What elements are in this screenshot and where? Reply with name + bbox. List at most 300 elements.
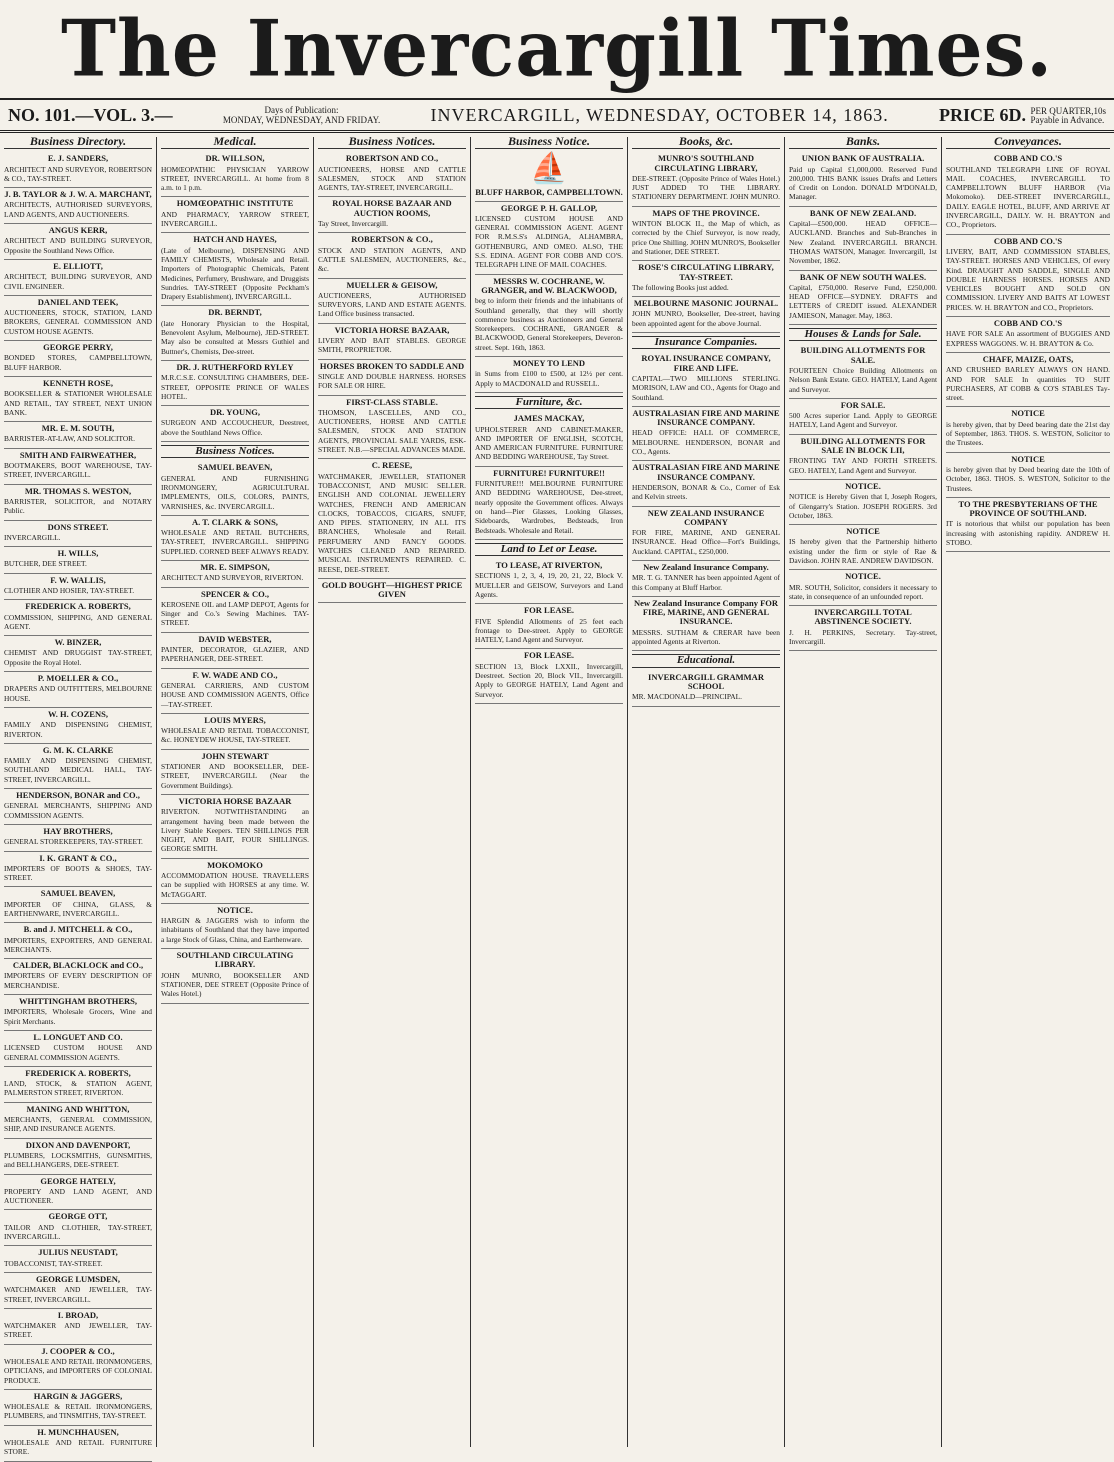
advertisement-title: SOUTHLAND CIRCULATING LIBRARY.	[176, 950, 294, 970]
advertisement-body: MR. MACDONALD—PRINCIPAL.	[632, 692, 742, 702]
advertisement-title: BANK OF NEW ZEALAND.	[809, 207, 917, 218]
advertisement-body: ARCHITECT AND BUILDING SURVEYOR, Opposite the Southland News Office.	[4, 236, 152, 255]
advertisement-title: J. COOPER & CO.,	[41, 1345, 115, 1356]
price-note-quarter: PER QUARTER,10s	[1030, 106, 1106, 117]
advertisement-body: FRONTING TAY AND FORTH STREETS. GEO. HATELY, Land Agent and Surveyor.	[789, 456, 937, 475]
advertisement-title: L. LONGUET AND CO.	[33, 1031, 123, 1042]
advertisement-title: AUSTRALASIAN FIRE AND MARINE INSURANCE COMPANY.	[632, 407, 780, 428]
section-heading: Educational.	[632, 654, 780, 667]
advertisement	[946, 235, 1110, 317]
advertisement	[4, 224, 152, 260]
advertisement	[632, 507, 780, 561]
advertisement-title: FOR SALE.	[840, 399, 886, 410]
advertisement	[161, 361, 309, 406]
column-conveyances	[942, 134, 1114, 1447]
advertisement-title: ROYAL INSURANCE COMPANY, FIRE AND LIFE.	[641, 353, 771, 373]
advertisement	[4, 636, 152, 672]
place-date: INVERCARGILL, WEDNESDAY, OCTOBER 14, 1863.	[430, 104, 889, 125]
advertisement	[946, 498, 1110, 552]
advertisement	[475, 559, 623, 604]
advertisement-title: NEW ZEALAND INSURANCE COMPANY	[647, 507, 765, 527]
advertisement	[475, 604, 623, 649]
advertisement-body: beg to inform their friends and the inhabitants of Southland generally, that they will shortly commence business as Auctioneers and General Storekeepers. COCHRANE, GRANGER & BLACKWOOD, General Storekeepers, Deveron-street. Sept. 16th, 1863.	[475, 296, 623, 352]
advertisement	[318, 197, 466, 233]
advertisement	[475, 275, 623, 357]
advertisement	[946, 152, 1110, 234]
advertisement	[946, 353, 1110, 407]
advertisement-body: MR. SOUTH, Solicitor, considers it necessary to state, in consequence of an unfounded report.	[789, 582, 937, 601]
advertisement-body: DEE-STREET. (Opposite Prince of Wales Hotel.) JUST ADDED TO THE LIBRARY. STATIONERY DEPARTMENT. JOHN MUNRO.	[632, 173, 780, 202]
advertisement-title: DR. WILLSON,	[205, 153, 265, 164]
advertisement-title: MUNRO'S SOUTHLAND CIRCULATING LIBRARY,	[654, 153, 758, 173]
section-heading: Insurance Companies.	[632, 336, 780, 349]
advertisement-body: WATCHMAKER, JEWELLER, STATIONER TOBACCONIST, AND MUSIC SELLER. ENGLISH AND COLONIAL JEWELLERY WATCHES, FRENCH AND AMERICAN CLOCKS, TOBACCOS, CIGARS, SNUFF, AND PIPES. STATIONERY, IN ALL ITS BRANCHES, Wholesale and Retail. PERFUMERY AND FANCY GOODS. WATCHES CLEANED AND REPAIRED. MUSICAL INSTRUMENTS REPAIRED. C. REESE, DEE-STREET.	[318, 471, 466, 574]
advertisement	[4, 995, 152, 1031]
advertisement	[475, 649, 623, 703]
advertisement-body: BUTCHER, DEE STREET.	[4, 559, 87, 569]
advertisement	[161, 904, 309, 949]
advertisement-title: TO LEASE, AT RIVERTON,	[495, 560, 603, 571]
advertisement-body: LIVERY AND BAIT STABLES. GEORGE SMITH, PROPRIETOR.	[318, 336, 466, 355]
advertisement	[161, 949, 309, 1003]
advertisement-title: BUILDING ALLOTMENTS FOR SALE.	[800, 345, 926, 365]
advertisement	[161, 669, 309, 714]
advertisement-body: AUCTIONEERS, AUTHORISED SURVEYORS, LAND AND ESTATE AGENTS. Land Office business transacted.	[318, 290, 466, 319]
column-heading: Medical.	[161, 137, 309, 149]
advertisement-body: COMMISSION, SHIPPING, AND GENERAL AGENT.	[4, 612, 152, 631]
advertisement-title: B. and J. MITCHELL & CO.,	[23, 924, 133, 935]
advertisement	[4, 1345, 152, 1390]
advertisement-body: GENERAL CARRIERS, AND CUSTOM HOUSE AND COMMISSION AGENTS, Office—TAY-STREET.	[161, 680, 309, 709]
advertisement-body: is hereby given, that by Deed bearing date the 21st day of September, 1863. THOS. S. WESTON, Solicitor to the Trustees.	[946, 419, 1110, 448]
columns	[0, 133, 1114, 1457]
advertisement-body: KEROSENE OIL and LAMP DEPOT, Agents for Singer and Co.'s Sewing Machines. TAY-STREET.	[161, 599, 309, 628]
advertisement	[946, 317, 1110, 353]
advertisement-body: GENERAL AND FURNISHING IRONMONGERY, AGRICULTURAL IMPLEMENTS, OILS, COLORS, PAINTS, VARNISHES, &c. INVERCARGILL.	[161, 473, 309, 511]
advertisement-title: NOTICE	[846, 526, 880, 537]
advertisement-body: IMPORTER OF CHINA, GLASS, & EARTHENWARE, INVERCARGILL.	[4, 899, 152, 918]
advertisement-title: DAVID WEBSTER,	[198, 633, 272, 644]
advertisement-title: SAMUEL BEAVEN,	[197, 462, 273, 473]
advertisement	[161, 859, 309, 904]
ship-illustration-icon: ⛵	[530, 152, 568, 186]
advertisement-body: WHOLESALE AND RETAIL TOBACCONIST, &c. HONEYDEW HOUSE, TAY-STREET.	[161, 726, 309, 745]
column-heading: Books, &c.	[632, 137, 780, 149]
advertisement-body: WINTON BLOCK II., the Map of which, as corrected by the Chief Surveyor, is now ready, price One Shilling. JOHN MUNRO'S, Bookseller and Stationer, DEE STREET.	[632, 219, 780, 256]
advertisement-title: A. T. CLARK & SONS,	[192, 516, 278, 527]
advertisement-body: BARRISTER-AT-LAW, AND SOLICITOR.	[4, 434, 135, 444]
advertisement	[4, 825, 152, 852]
advertisement	[161, 233, 309, 306]
column-medical	[157, 134, 314, 1447]
advertisement	[789, 606, 937, 651]
advertisement-title: BANK OF NEW SOUTH WALES.	[799, 271, 927, 282]
advertisement	[4, 422, 152, 449]
advertisement-body: DRAPERS AND OUTFITTERS, MELBOURNE HOUSE.	[4, 684, 152, 703]
advertisement	[318, 152, 466, 197]
advertisement	[789, 344, 937, 398]
advertisement-body: Tay Street, Invercargill.	[318, 219, 388, 229]
advertisement	[4, 1390, 152, 1426]
advertisement-title: DIXON AND DAVENPORT,	[25, 1139, 131, 1150]
advertisement-title: ROBERTSON & CO.,	[351, 234, 433, 245]
dateline	[0, 100, 1114, 133]
advertisement-title: New Zealand Insurance Company.	[643, 561, 769, 572]
advertisement-body: ARCHITECT, BUILDING SURVEYOR, AND CIVIL ENGINEER.	[4, 272, 152, 291]
advertisement	[4, 1103, 152, 1139]
advertisement-title: GOLD BOUGHT—HIGHEST PRICE GIVEN	[321, 579, 463, 600]
advertisement	[789, 207, 937, 271]
section-heading: Business Notices.	[161, 445, 309, 458]
advertisement-body: LICENSED CUSTOM HOUSE AND GENERAL COMMISSION AGENTS.	[4, 1043, 152, 1062]
advertisement	[161, 516, 309, 561]
column-heading: Banks.	[789, 137, 937, 149]
advertisement-title: ROYAL HORSE BAZAAR AND AUCTION ROOMS,	[332, 198, 452, 218]
advertisement-title: W. BINZER,	[54, 637, 102, 648]
price-note	[1031, 107, 1106, 125]
advertisement-title: MOKOMOKO	[207, 859, 263, 870]
advertisement	[4, 296, 152, 341]
advertisement-body: GENERAL STOREKEEPERS, TAY-STREET.	[4, 837, 143, 847]
advertisement-title: DR. YOUNG,	[210, 407, 260, 418]
advertisement-body: FURNITURE!!! MELBOURNE FURNITURE AND BEDDING WAREHOUSE, Dee-street, nearly opposite the Government offices. Always on hand—Pier Glasses, Looking Glasses, Sideboards, Wardrobes, Bedsteads, Iron Bedsteads. Wholesale and Retail.	[475, 479, 623, 535]
advertisement-title: COBB AND CO.'S	[993, 318, 1063, 329]
advertisement-body: WHOLESALE & RETAIL IRONMONGERS, PLUMBERS, and TINSMITHS, TAY-STREET.	[4, 1402, 152, 1421]
advertisement-body: BOOTMAKERS, BOOT WAREHOUSE, TAY-STREET, INVERCARGILL.	[4, 461, 152, 480]
advertisement	[475, 357, 623, 393]
advertisement-body: CHEMIST AND DRUGGIST TAY-STREET, Opposite the Royal Hotel.	[4, 648, 152, 667]
advertisement-title: AUSTRALASIAN FIRE AND MARINE INSURANCE COMPANY.	[632, 462, 780, 482]
advertisement-body: FIVE Splendid Allotments of 25 feet each frontage to Dee-street. Apply to GEORGE HATELY, Land Agent and Surveyor.	[475, 616, 623, 645]
advertisement-body: LAND, STOCK, & STATION AGENT, PALMERSTON STREET, RIVERTON.	[4, 1079, 152, 1098]
advertisement	[475, 202, 623, 275]
column-business-notice	[471, 134, 628, 1447]
advertisement-body: MERCHANTS, GENERAL COMMISSION, SHIP, AND INSURANCE AGENTS.	[4, 1115, 152, 1134]
advertisement	[789, 152, 937, 206]
advertisement	[4, 600, 152, 636]
advertisement-title: JULIUS NEUSTADT,	[38, 1247, 118, 1258]
advertisement	[4, 188, 152, 224]
advertisement	[946, 453, 1110, 498]
advertisement	[475, 186, 623, 201]
advertisement	[318, 324, 466, 360]
advertisement	[4, 574, 152, 601]
advertisement-title: TO THE PRESBYTERIANS OF THE PROVINCE OF SOUTHLAND.	[958, 498, 1098, 519]
advertisement	[789, 570, 937, 606]
advertisement-body: 500 Acres superior Land. Apply to GEORGE HATELY, Land Agent and Surveyor.	[789, 411, 937, 430]
section-heading: Furniture, &c.	[475, 396, 623, 409]
advertisement-body: HEAD OFFICE: HALL OF COMMERCE, MELBOURNE. HENDERSON, BONAR and CO., Agents.	[632, 428, 780, 457]
advertisement-title: SMITH AND FAIRWEATHER,	[19, 449, 137, 460]
advertisement	[161, 714, 309, 750]
publication-days-value: MONDAY, WEDNESDAY, AND FRIDAY.	[222, 115, 381, 125]
advertisement-body: BARRISTER, SOLICITOR, and NOTARY Public.	[4, 496, 152, 516]
advertisement-title: CHAFF, MAIZE, OATS,	[982, 353, 1074, 364]
advertisement-title: GEORGE PERRY,	[43, 342, 113, 353]
advertisement	[632, 561, 780, 597]
advertisement-title: G. M. K. CLARKE	[42, 744, 114, 755]
advertisement-title: MR. E. SIMPSON,	[200, 561, 270, 572]
advertisement-body: JOHN MUNRO, Bookseller, Dee-street, having been appointed agent for the above Journal.	[632, 309, 780, 328]
advertisement-body: NOTICE is Hereby Given that I, Joseph Rogers, of Glengarry's Station. JOSEPH ROGERS. 3rd October, 1863.	[789, 492, 937, 520]
advertisement-title: WHITTINGHAM BROTHERS,	[18, 996, 138, 1007]
advertisement	[4, 744, 152, 789]
advertisement	[161, 406, 309, 442]
advertisement-title: E. J. SANDERS,	[47, 153, 109, 164]
advertisement	[4, 1031, 152, 1067]
advertisement-body: in Sums from £100 to £500, at 12½ per cent. Apply to MACDONALD and RUSSELL.	[475, 369, 623, 388]
advertisement	[161, 152, 309, 197]
advertisement-body: SOUTHLAND TELEGRAPH LINE OF ROYAL MAIL COACHES, INVERCARGILL TO CAMPBELLTOWN BLUFF HARBOR (Via Mokomoko). DEE-STREET INVERCARGILL, DAILY. EAGLE HOTEL, BLUFF, AND ARRIVE AT INVERCARGILL, DAILY. W. H. BRAYTON and CO., Proprietors.	[946, 164, 1110, 230]
advertisement	[318, 233, 466, 278]
advertisement	[318, 360, 466, 396]
advertisement-title: ROBERTSON AND CO.,	[345, 153, 439, 164]
advertisement-title: NOTICE	[1011, 453, 1045, 464]
advertisement	[4, 959, 152, 995]
advertisement-title: LOUIS MYERS,	[204, 714, 266, 725]
advertisement-body: AUCTIONEERS, STOCK, STATION, LAND BROKERS, GENERAL COMMISSION AND CUSTOM HOUSE AGENTS.	[4, 308, 152, 336]
advertisement-title: SPENCER & CO.,	[200, 588, 269, 599]
advertisement-title: HENDERSON, BONAR and CO.,	[16, 790, 140, 801]
advertisement	[632, 152, 780, 206]
advertisement	[4, 152, 152, 188]
advertisement-body: HENDERSON, BONAR & Co., Corner of Esk and Kelvin streets.	[632, 482, 780, 502]
advertisement-body: WHOLESALE AND RETAIL FURNITURE STORE.	[4, 1438, 152, 1457]
advertisement-title: VICTORIA HORSE BAZAAR	[178, 795, 292, 806]
advertisement	[946, 407, 1110, 452]
advertisement-title: GEORGE LUMSDEN,	[35, 1273, 121, 1284]
advertisement-title: GEORGE OTT,	[48, 1211, 108, 1222]
advertisement-title: C. REESE,	[371, 460, 413, 471]
advertisement	[789, 399, 937, 435]
advertisement-body: ARCHITECT AND SURVEYOR, ROBERTSON & CO., TAY-STREET.	[4, 164, 152, 183]
advertisement-body: IMPORTERS, Wholesale Grocers, Wine and Spirit Merchants.	[4, 1007, 152, 1026]
advertisement-title: ROSE'S CIRCULATING LIBRARY, TAY-STREET.	[638, 262, 774, 282]
advertisement-title: JAMES MACKAY,	[513, 413, 585, 424]
column-heading: Conveyances.	[946, 137, 1110, 149]
advertisement-title: ANGUS KERR,	[48, 225, 108, 236]
advertisement	[4, 923, 152, 959]
issue-number: NO. 101.—VOL. 3.—	[8, 104, 173, 125]
advertisement-body: IMPORTERS, EXPORTERS, AND GENERAL MERCHANTS.	[4, 935, 152, 954]
advertisement-body: JOHN MUNRO, BOOKSELLER AND STATIONER, DEE STREET (Opposite Prince of Wales Hotel.)	[161, 970, 309, 999]
advertisement	[161, 197, 309, 233]
advertisement-body: ACCOMMODATION HOUSE. TRAVELLERS can be supplied with HORSES at any time. W. McTAGGART.	[161, 871, 309, 899]
advertisement-title: VICTORIA HORSE BAZAAR,	[334, 324, 450, 335]
advertisement-body: (late Honorary Physician to the Hospital, Benevolent Asylum, Melbourne), JED-STREET. May also be consulted at Messrs Guthiel and Buttner's, Chemists, Dee-street.	[161, 318, 309, 356]
advertisement-title: NOTICE.	[845, 571, 881, 582]
advertisement	[632, 671, 780, 707]
column-heading: Business Notices.	[318, 137, 466, 149]
advertisement-body: Capital—£500,000. HEAD OFFICE—AUCKLAND. Branches and Sub-Branches in New Zealand. INVERCARGILL BRANCH. THOMAS WATSON, Manager. Invercargill, 1st November, 1862.	[789, 219, 937, 266]
advertisement-title: DONS STREET.	[47, 521, 109, 532]
advertisement	[789, 480, 937, 525]
advertisement-body: LIVERY, BAIT, AND COMMISSION STABLES, TAY-STREET. HORSES AND VEHICLES, Of every Kind. DRAUGHT AND SADDLE, SINGLE AND DOUBLE HARNESS HORSES. HORSES AND VEHICLES BOUGHT AND SOLD ON COMMISSION. LIVERY AND BAITS AT LOWEST PRICES. W. H. BRAYTON and CO., Proprietors.	[946, 246, 1110, 312]
advertisement-title: P. MOELLER & CO.,	[37, 673, 119, 684]
advertisement-title: MAPS OF THE PROVINCE.	[652, 207, 760, 218]
advertisement-title: MONEY TO LEND	[512, 358, 586, 369]
advertisement-title: BUILDING ALLOTMENTS FOR SALE IN BLOCK LII,	[800, 435, 926, 456]
advertisement-title: H. WILLS,	[57, 548, 99, 559]
advertisement-body: AND PHARMACY, YARROW STREET, INVERCARGILL.	[161, 209, 309, 229]
advertisement-title: J. B. TAYLOR & J. W. A. MARCHANT,	[4, 189, 152, 200]
column-heading: Business Notice.	[475, 137, 623, 149]
advertisement	[4, 485, 152, 521]
advertisement-body: LICENSED CUSTOM HOUSE AND GENERAL COMMISSION AGENT. AGENT FOR R.M.S.S's ALDINGA, ALHAMBRA, GOTHENBURG, AND OMEO. ALSO, THE S.S. EDINA. AGENT FOR COBB AND CO'S. TELEGRAPH LINE OF MAIL COACHES.	[475, 213, 623, 270]
advertisement-title: DR. BERNDT,	[208, 307, 262, 318]
section-heading: Houses & Lands for Sale.	[789, 328, 937, 341]
advertisement-body: IMPORTERS OF EVERY DESCRIPTION OF MERCHANDISE.	[4, 971, 152, 990]
advertisement	[4, 377, 152, 422]
advertisement-title: HORSES BROKEN TO SADDLE AND	[319, 360, 465, 371]
advertisement	[632, 407, 780, 461]
advertisement	[161, 750, 309, 795]
advertisement-title: BLUFF HARBOR, CAMPBELLTOWN.	[475, 187, 623, 198]
advertisement	[4, 1426, 152, 1462]
column-business-directory	[0, 134, 157, 1457]
advertisement-body: WATCHMAKER AND JEWELLER, TAY-STREET.	[4, 1321, 152, 1340]
advertisement	[632, 597, 780, 651]
advertisement-body: (Late of Melbourne), DISPENSING AND FAMILY CHEMISTS, Wholesale and Retail. Importers of Photographic Chemicals, Patent Medicines, Perfumery, Brushware, and Druggists Sundries. TAY-STREET (Opposite Peckham's Drapery Establishment), INVERCARGILL.	[161, 245, 309, 302]
advertisement-title: SAMUEL BEAVEN,	[40, 888, 116, 899]
advertisement-body: BOOKSELLER & STATIONER WHOLESALE AND RETAIL, TAY STREET, NEXT UNION BANK.	[4, 389, 152, 417]
advertisement-body: TOBACCONIST, TAY-STREET.	[4, 1258, 103, 1268]
advertisement	[632, 297, 780, 333]
advertisement	[632, 352, 780, 406]
advertisement-body: ARCHITECT AND SURVEYOR, RIVERTON.	[161, 573, 304, 583]
advertisement-body: THOMSON, LASCELLES, AND CO., AUCTIONEERS, HORSE AND CATTLE SALESMEN, STOCK AND STATION AGENTS, PROVINCIAL SALE YARDS, ESK-STREET. N.B.—SPECIAL ADVANCES MADE.	[318, 407, 466, 455]
advertisement-body: MESSRS. SUTHAM & CRERAR have been appointed Agents at Riverton.	[632, 627, 780, 647]
advertisement	[161, 461, 309, 515]
advertisement-body: Paid up Capital £1,000,000. Reserved Fund 200,000. THIS BANK issues Drafts and Letters of Credit on London. DONALD M'DONALD, Manager.	[789, 164, 937, 202]
advertisement	[318, 279, 466, 324]
advertisement-title: COBB AND CO.'S	[993, 153, 1063, 164]
advertisement-body: SURGEON AND ACCOUCHEUR, Deestreet, above the Southland News Office.	[161, 418, 309, 437]
advertisement-body: TAILOR AND CLOTHIER, TAY-STREET, INVERCARGILL.	[4, 1222, 152, 1242]
advertisement-body: AUCTIONEERS, HORSE AND CATTLE SALESMEN, STOCK AND STATION AGENTS, TAY-STREET, INVERCARGILL.	[318, 164, 466, 193]
advertisement-body: CLOTHIER AND HOSIER, TAY-STREET.	[4, 585, 135, 595]
advertisement-title: HOMŒOPATHIC INSTITUTE	[176, 198, 294, 209]
advertisement-title: MR. E. M. SOUTH,	[41, 423, 115, 434]
advertisement	[4, 1175, 152, 1211]
advertisement-body: The following Books just added.	[632, 282, 729, 292]
advertisement	[161, 795, 309, 859]
advertisement-title: DANIEL AND TEEK,	[37, 296, 119, 307]
advertisement	[161, 561, 309, 588]
advertisement-title: HATCH AND HAYES,	[193, 234, 277, 245]
advertisement-body: PLUMBERS, LOCKSMITHS, GUNSMITHS, and BELLHANGERS, DEE-STREET.	[4, 1150, 152, 1170]
advertisement-body: AND CRUSHED BARLEY ALWAYS ON HAND. AND FOR SALE In quantities TO SUIT PURCHASERS, AT COBB & CO'S STABLES Tay-street.	[946, 365, 1110, 403]
advertisement	[632, 261, 780, 297]
advertisement-title: F. W. WALLIS,	[50, 574, 106, 585]
advertisement-title: I. K. GRANT & CO.,	[39, 852, 117, 863]
advertisement	[318, 396, 466, 460]
advertisement-body: Capital, £750,000. Reserve Fund, £250,000. HEAD OFFICE—SYDNEY. DRAFTS and LETTERS of CREDIT issued. ALEXANDER JAMIESON, Manager. May, 1863.	[789, 282, 937, 320]
advertisement	[475, 467, 623, 540]
column-business-notices	[314, 134, 471, 1447]
advertisement-body: FAMILY AND DISPENSING CHEMIST, RIVERTON.	[4, 720, 152, 739]
advertisement	[4, 1309, 152, 1345]
advertisement-body: is hereby given that by Deed bearing date the 10th of October, 1863. THOS. S. WESTON, Solicitor to the Trustees.	[946, 464, 1110, 493]
advertisement-body: WHOLESALE AND RETAIL IRONMONGERS, OPTICIANS, and IMPORTERS OF COLONIAL PRODUCE.	[4, 1356, 152, 1385]
advertisement-body: FAMILY AND DISPENSING CHEMIST, SOUTHLAND MEDICAL HALL, TAY-STREET, INVERCARGILL.	[4, 756, 152, 784]
advertisement-body: PROPERTY AND LAND AGENT, AND AUCTIONEER.	[4, 1186, 152, 1206]
advertisement	[4, 672, 152, 708]
advertisement-body: WHOLESALE AND RETAIL BUTCHERS, TAY-STREET, INVERCARGILL. SHIPPING SUPPLIED. CORNED BEEF ALWAYS READY.	[161, 528, 309, 556]
advertisement-body: IT is notorious that whilst our population has been increasing with astonishing rapidity. ANDREW H. STOBO.	[946, 519, 1110, 547]
advertisement-title: UNION BANK OF AUSTRALIA.	[801, 153, 925, 164]
masthead	[0, 0, 1114, 100]
section-heading: Land to Let or Lease.	[475, 543, 623, 556]
advertisement-title: INVERCARGILL GRAMMAR SCHOOL	[648, 671, 764, 691]
advertisement	[161, 588, 309, 633]
advertisement-body: STATIONER AND BOOKSELLER, DEE-STREET, INVERCARGILL (Near the Government Buildings).	[161, 762, 309, 790]
advertisement-body: M.R.C.S.E. CONSULTING CHAMBERS, DEE-STREET, OPPOSITE PRINCE OF WALES HOTEL.	[161, 373, 309, 401]
advertisement-body: SINGLE AND DOUBLE HARNESS. HORSES FOR SALE OR HIRE.	[318, 371, 466, 391]
advertisement	[4, 1246, 152, 1273]
advertisement-body: RIVERTON. NOTWITHSTANDING an arrangement having been made between the Livery Stable Keepers. TEN SHILLINGS PER NIGHT, AND BAIT, FOUR SHILLINGS. GEORGE SMITH.	[161, 807, 309, 854]
advertisement	[632, 461, 780, 506]
advertisement-body: ARCHITECTS, AUTHORISED SURVEYORS, LAND AGENTS, AND AUCTIONEERS.	[4, 200, 152, 219]
advertisement-title: MESSRS W. COCHRANE, W. GRANGER, and W. BLACKWOOD,	[481, 275, 617, 295]
advertisement-body: FOR FIRE, MARINE, AND GENERAL INSURANCE. Head Office—Fort's Buildings, Auckland. CAPITAL, £250,000.	[632, 528, 780, 556]
advertisement-title: H. MUNCHHAUSEN,	[37, 1426, 119, 1437]
advertisement-title: FIRST-CLASS STABLE.	[346, 396, 438, 407]
advertisement-title: GEORGE P. H. GALLOP,	[500, 202, 598, 213]
advertisement-title: FOR LEASE.	[523, 605, 575, 616]
advertisement	[4, 521, 152, 548]
advertisement-title: FOR LEASE.	[523, 650, 575, 661]
advertisement-body: INVERCARGILL.	[4, 532, 61, 542]
advertisement-body: SECTIONS 1, 2, 3, 4, 19, 20, 21, 22, Block V. MUELLER and GEISOW, Surveyors and Land Agents.	[475, 571, 623, 599]
advertisement-body: SECTION 13, Block LXXII., Invercargill, Deestreet. Section 20, Block VII., Invercargill. Apply to GEORGE HATELY, Land Agent and Surveyor.	[475, 661, 623, 699]
advertisement-body: PAINTER, DECORATOR, GLAZIER, AND PAPERHANGER, DEE-STREET.	[161, 645, 309, 664]
advertisement-title: GEORGE HATELY,	[40, 1175, 116, 1186]
publication-days-label: Days of Publication:	[264, 105, 339, 115]
advertisement-title: E. ELLIOTT,	[53, 260, 103, 271]
advertisement	[632, 207, 780, 261]
advertisement-title: MANING AND WHITTON,	[26, 1103, 130, 1114]
advertisement	[161, 306, 309, 360]
advertisement	[161, 633, 309, 669]
advertisement-title: JOHN STEWART	[201, 750, 269, 761]
advertisement-title: MELBOURNE MASONIC JOURNAL.	[633, 298, 779, 309]
advertisement-body: HOMŒOPATHIC PHYSICIAN YARROW STREET, INVERCARGILL. At home from 8 a.m. to 1 p.m.	[161, 164, 309, 193]
advertisement	[4, 1139, 152, 1175]
advertisement-body: HAVE FOR SALE An assortment of BUGGIES AND EXPRESS WAGGONS. W. H. BRAYTON & Co.	[946, 329, 1110, 348]
price-note-advance: Payable in Advance.	[1030, 115, 1105, 126]
advertisement-title: FREDERICK A. ROBERTS,	[25, 1067, 131, 1078]
advertisement-title: MUELLER & GEISOW,	[346, 279, 438, 290]
advertisement-title: MR. THOMAS S. WESTON,	[24, 485, 132, 496]
advertisement-title: KENNETH ROSE,	[43, 377, 113, 388]
advertisement	[4, 547, 152, 574]
advertisement-body: BONDED STORES, CAMPBELLTOWN, BLUFF HARBOR.	[4, 353, 152, 372]
advertisement	[4, 449, 152, 485]
advertisement-title: FREDERICK A. ROBERTS,	[25, 601, 131, 612]
advertisement-title: NOTICE	[1011, 408, 1045, 419]
advertisement	[4, 1273, 152, 1309]
advertisement	[4, 852, 152, 888]
advertisement-title: FURNITURE! FURNITURE!!	[493, 467, 605, 478]
advertisement-body: IS hereby given that the Partnership hitherto existing under the firm or style of Rae & Davidson. JOHN RAE. ANDREW DAVIDSON.	[789, 537, 937, 565]
advertisement-title: COBB AND CO.'S	[993, 235, 1063, 246]
advertisement	[789, 271, 937, 325]
advertisement	[4, 1067, 152, 1103]
advertisement-title: HARGIN & JAGGERS,	[33, 1390, 123, 1401]
price-value: PRICE 6D.	[939, 104, 1027, 125]
advertisement-body: WATCHMAKER AND JEWELLER, TAY-STREET, INVERCARGILL.	[4, 1285, 152, 1304]
